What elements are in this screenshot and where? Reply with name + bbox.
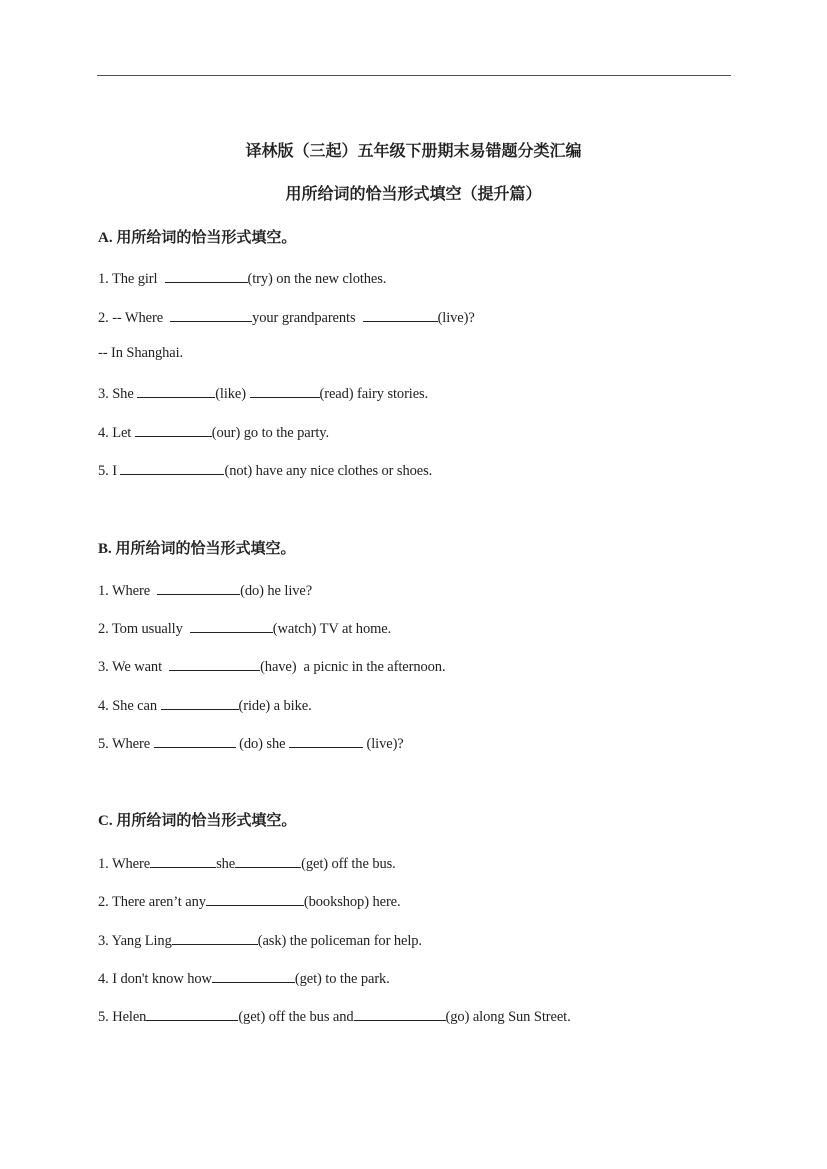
question-b3: 3. We want (have) a picnic in the afternoon.	[98, 656, 445, 676]
answer-blank[interactable]	[120, 460, 224, 475]
answer-blank[interactable]	[161, 695, 239, 710]
answer-blank[interactable]	[170, 307, 252, 322]
section-b-heading: B. 用所给词的恰当形式填空。	[98, 541, 296, 557]
section-c-heading: C. 用所给词的恰当形式填空。	[98, 813, 297, 829]
section-a-heading: A. 用所给词的恰当形式填空。	[98, 230, 297, 246]
answer-blank[interactable]	[137, 383, 215, 398]
question-a3: 3. She (like) (read) fairy stories.	[98, 383, 428, 403]
question-c5: 5. Helen (get) off the bus and (go) along Sun Street.	[98, 1006, 571, 1026]
answer-blank[interactable]	[206, 891, 304, 906]
answer-blank[interactable]	[212, 968, 295, 983]
question-c1: 1. Where she (get) off the bus.	[98, 853, 396, 873]
answer-blank[interactable]	[190, 618, 273, 633]
question-c3: 3. Yang Ling (ask) the policeman for help.	[98, 930, 422, 950]
answer-blank[interactable]	[250, 383, 320, 398]
question-c4: 4. I don't know how (get) to the park.	[98, 968, 390, 988]
answer-blank[interactable]	[150, 853, 216, 868]
question-a1: 1. The girl (try) on the new clothes.	[98, 268, 386, 288]
answer-line-a2: -- In Shanghai.	[98, 345, 184, 361]
question-c2: 2. There aren’t any (bookshop) here.	[98, 891, 401, 911]
document-subtitle: 用所给词的恰当形式填空（提升篇）	[285, 186, 542, 203]
answer-blank[interactable]	[154, 733, 236, 748]
document-title: 译林版（三起）五年级下册期末易错题分类汇编	[245, 143, 582, 160]
answer-blank[interactable]	[354, 1006, 446, 1021]
answer-blank[interactable]	[135, 422, 212, 437]
answer-blank[interactable]	[157, 580, 240, 595]
answer-blank[interactable]	[169, 656, 260, 671]
question-b1: 1. Where (do) he live?	[98, 580, 312, 600]
answer-blank[interactable]	[172, 930, 258, 945]
question-a2: 2. -- Where your grandparents (live)?	[98, 307, 475, 327]
question-a4: 4. Let (our) go to the party.	[98, 422, 329, 442]
question-b2: 2. Tom usually (watch) TV at home.	[98, 618, 391, 638]
header-rule	[97, 75, 731, 76]
question-a5: 5. I (not) have any nice clothes or shoes.	[98, 460, 432, 480]
answer-blank[interactable]	[165, 268, 248, 283]
answer-blank[interactable]	[235, 853, 301, 868]
question-b5: 5. Where (do) she (live)?	[98, 733, 404, 753]
answer-blank[interactable]	[289, 733, 363, 748]
question-b4: 4. She can (ride) a bike.	[98, 695, 312, 715]
answer-blank[interactable]	[363, 307, 438, 322]
answer-blank[interactable]	[146, 1006, 238, 1021]
